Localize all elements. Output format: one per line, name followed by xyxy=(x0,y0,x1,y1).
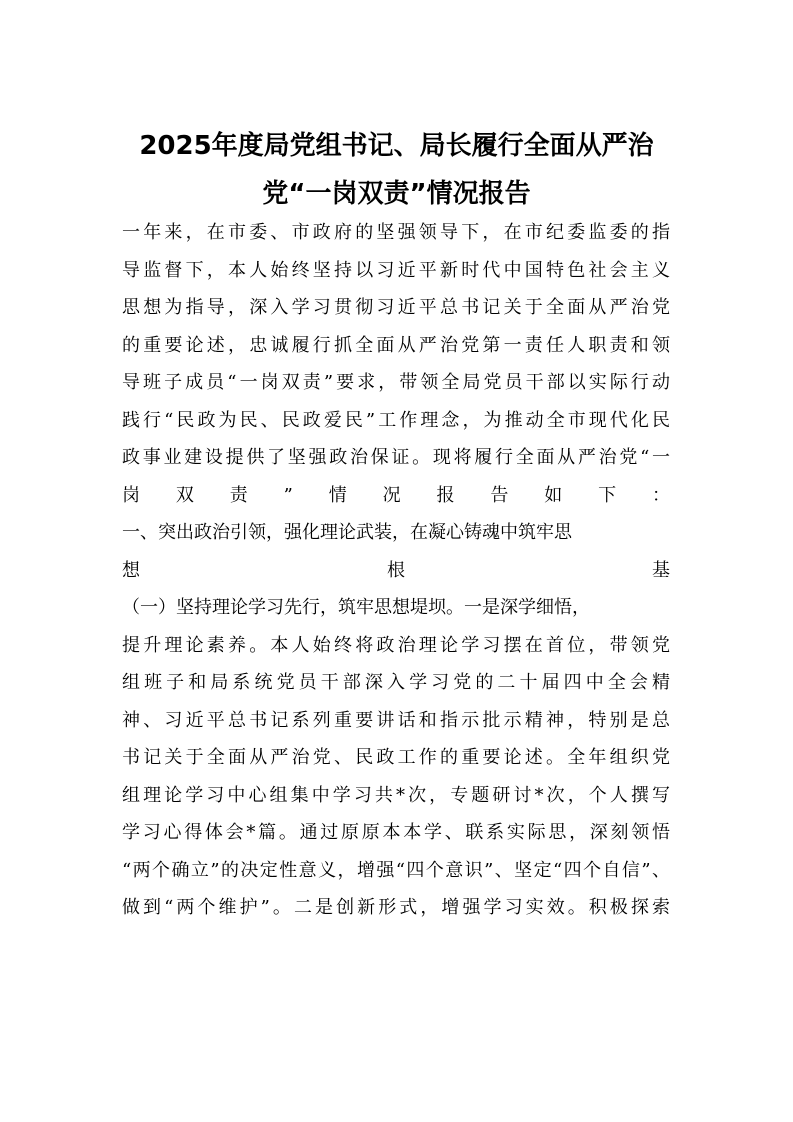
body-line-4: 的重要论述，忠诚履行抓全面从严治党第一责任人职责和领 xyxy=(122,334,670,356)
body-line-19: 做到“两个维护”。二是创新形式，增强学习实效。积极探索 xyxy=(122,897,670,918)
body-line-17: 学习心得体会*篇。通过原原本本学、联系实际思，深刻领悟 xyxy=(122,822,670,843)
body-line-7: 政事业建设提供了坚强政治保证。现将履行全面从严治党“一 xyxy=(122,447,670,468)
document-title-line-1: 2025年度局党组书记、局长履行全面从严治 xyxy=(139,131,654,161)
body-line-10: 想根基 xyxy=(122,559,670,581)
body-line-12: 提升理论素养。本人始终将政治理论学习摆在首位，带领党 xyxy=(122,634,670,656)
body-line-5: 导班子成员“一岗双责”要求，带领全局党员干部以实际行动 xyxy=(122,372,670,393)
body-line-2: 导监督下，本人始终坚持以习近平新时代中国特色社会主义 xyxy=(122,259,670,281)
body-line-13: 组班子和局系统党员干部深入学习党的二十届四中全会精 xyxy=(122,672,670,693)
body-line-9: 一、突出政治引领，强化理论武装，在凝心铸魂中筑牢思 xyxy=(122,522,572,543)
body-line-14: 神、习近平总书记系列重要讲话和指示批示精神，特别是总 xyxy=(122,709,670,731)
body-line-3: 思想为指导，深入学习贯彻习近平总书记关于全面从严治党 xyxy=(122,297,670,318)
document-title-line-2: 党“一岗双责”情况报告 xyxy=(262,179,531,209)
body-line-11: （一）坚持理论学习先行，筑牢思想堤坝。一是深学细悟， xyxy=(122,597,590,618)
body-line-8: 岗双责”情况报告如下： xyxy=(122,484,670,506)
body-line-15: 书记关于全面从严治党、民政工作的重要论述。全年组织党 xyxy=(122,747,670,768)
body-line-16: 组理论学习中心组集中学习共*次，专题研讨*次，个人撰写 xyxy=(122,784,670,806)
body-line-6: 践行“民政为民、民政爱民”工作理念，为推动全市现代化民 xyxy=(122,409,670,431)
body-line-18: “两个确立”的决定性意义，增强“四个意识”、坚定“四个自信”、 xyxy=(122,859,670,881)
body-line-1: 一年来，在市委、市政府的坚强领导下，在市纪委监委的指 xyxy=(122,222,670,243)
